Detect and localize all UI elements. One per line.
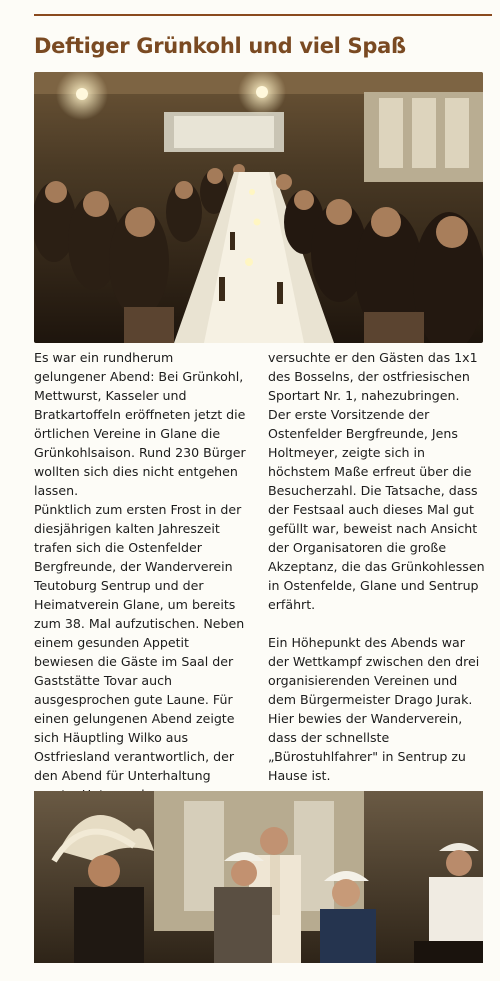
paragraph: versuchte er den Gästen das 1x1 des Bosselns, der ostfriesischen Sportart Nr. 1, nahezubringen. [268,350,478,403]
entertainment-image [34,791,483,963]
article-column-left [34,348,249,804]
paragraph: Pünktlich zum ersten Frost in der diesjährigen kalten Jahreszeit trafen sich die Ostenfelder Bergfreunde, der Wanderverein Teutoburg Sentrup und der Heimatverein Glane, um bereits zum 38. Mal aufzutischen. Neben einem gesunden Appetit bewiesen die Gäste im Saal der Gaststätte Tovar auch ausgesprochen gute Laune. Für einen gelungenen Abend zeigte sich Häuptling Wilko aus Ostfriesland verantwortlich, der den Abend für Unterhaltung [34,502,245,783]
paragraph: Es war ein rundherum gelungener Abend: Bei Grünkohl, Mettwurst, Kasseler und Bratkartoffeln eröffneten jetzt die örtlichen Vereine in Glane die Grünkohlsaison. Rund 230 Bürger wollten sich dies nicht entgehen lassen. [34,350,246,498]
headline: Deftiger Grünkohl und viel Spaß [34,34,406,58]
entertainment-photo [34,791,483,963]
banquet-hall-photo [34,72,483,343]
paragraph: Der erste Vorsitzende der Ostenfelder Bergfreunde, Jens Holtmeyer, zeigte sich in höchstem Maße erfreut über die Besucherzahl. Die Tatsache, dass der Festsaal auch dieses Mal gut gefüllt war, beweist nach Ansicht der Organisatoren die große Akzeptanz, die das Grünkohlessen in Ostenfelde, Glane und Sentrup erfährt. [268,407,485,612]
banquet-hall-image [34,72,483,343]
paragraph: Ein Höhepunkt des Abends war der Wettkampf zwischen den drei organisierenden Vereinen und dem Bürgermeister Drago Jurak. Hier bewies der Wanderverein, dass der schnellste „Bürostuhlfahrer" in Sentrup zu Hause ist. [268,635,480,783]
article-column-right [268,348,486,785]
top-rule [34,14,492,16]
